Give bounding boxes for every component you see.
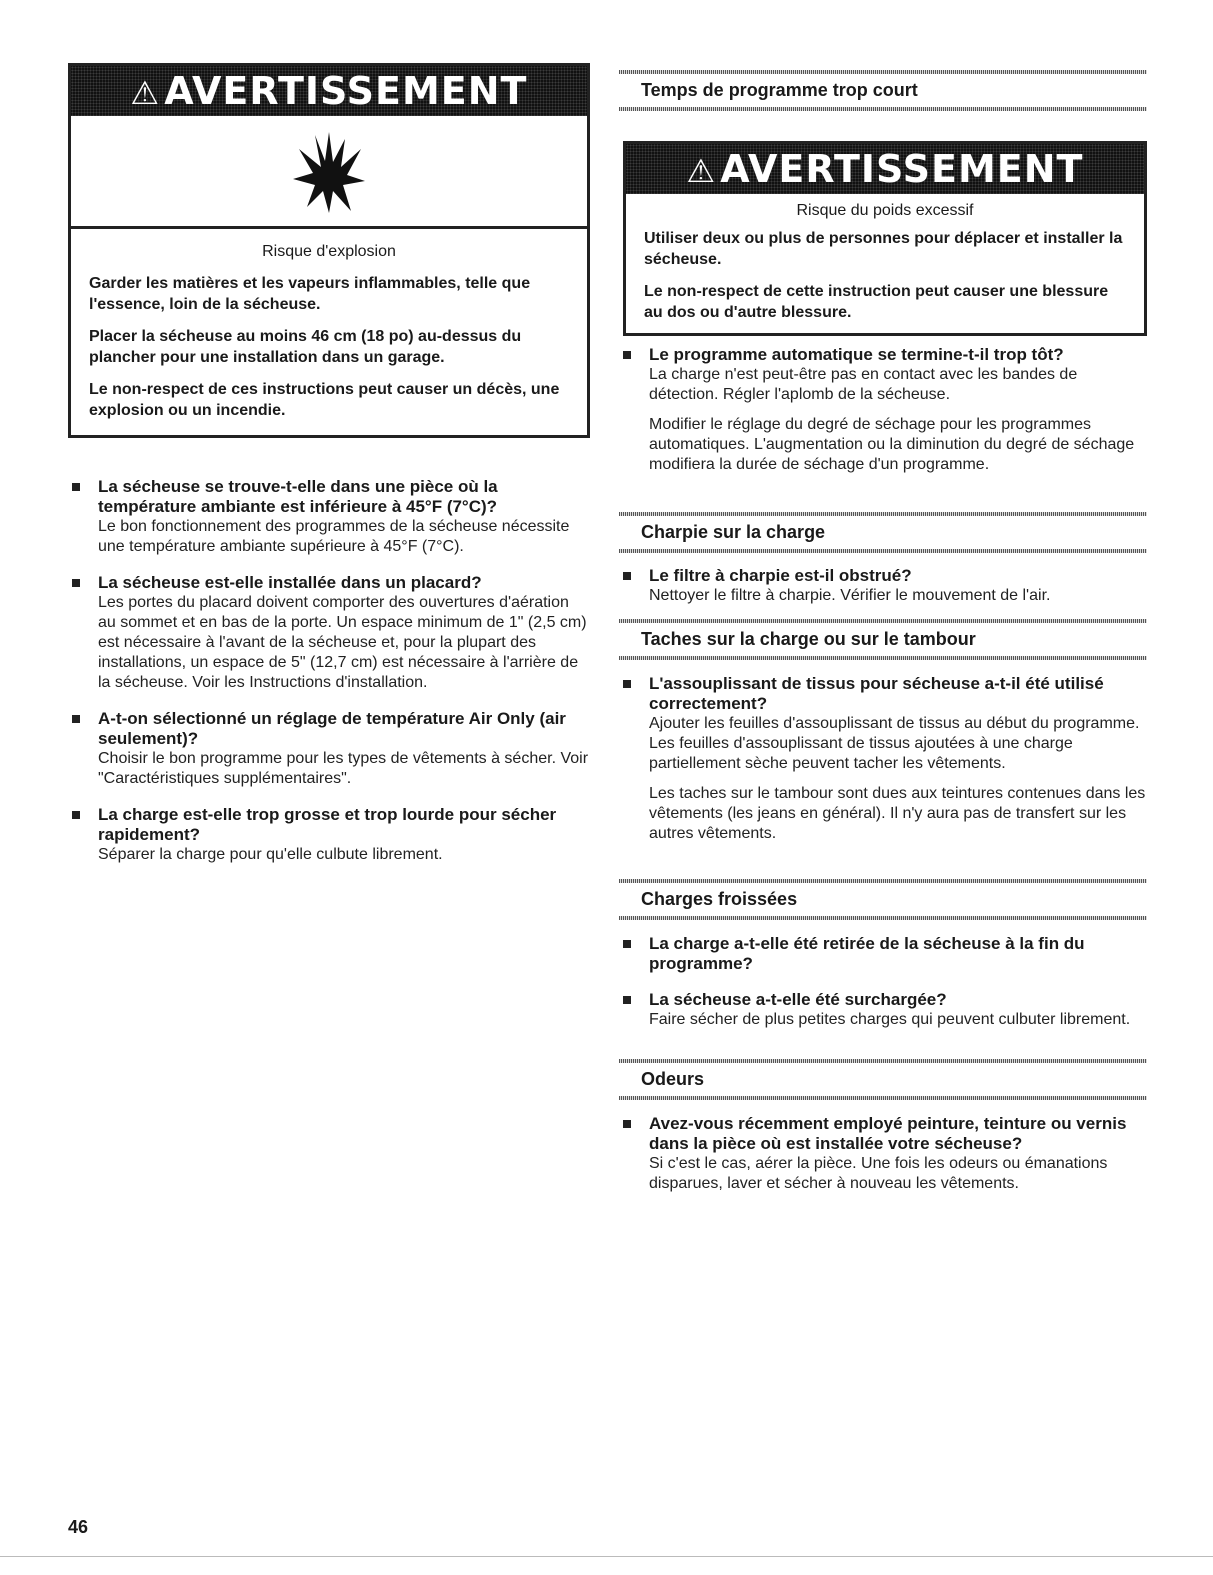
item-question: La charge est-elle trop grosse et trop lourde pour sécher rapidement? <box>98 805 557 844</box>
warning-paragraph: Le non-respect de ces instructions peut causer un décès, une explosion ou un incendie. <box>89 381 560 419</box>
section-title: Charpie sur la charge <box>641 522 826 542</box>
list-item <box>619 674 1147 844</box>
bullet-icon <box>72 715 80 723</box>
bullet-icon <box>623 351 631 359</box>
list-item <box>68 573 590 693</box>
item-answer: Si c'est le cas, aérer la pièce. Une fois les odeurs ou émanations disparues, laver et sécher à nouveau les vêtements. <box>649 1155 1108 1192</box>
item-answer: Ajouter les feuilles d'assouplissant de tissus au début du programme. Les feuilles d'assouplissant de tissus ajoutées à une charge partiellement sèche peuvent tacher les vêtements. <box>649 715 1140 772</box>
item-question: A-t-on sélectionné un réglage de température Air Only (air seulement)? <box>98 709 566 748</box>
warning-heading: Risque d'explosion <box>262 243 396 260</box>
warning-paragraph: Le non-respect de cette instruction peut causer une blessure au dos ou d'autre blessure. <box>644 283 1109 321</box>
bullet-icon <box>623 572 631 580</box>
section-temps <box>619 70 1147 111</box>
warning-banner-text: AVERTISSEMENT <box>720 147 1084 191</box>
list-item <box>68 805 590 865</box>
item-answer: Le bon fonctionnement des programmes de la sécheuse nécessite une température ambiante supérieure à 45°F (7°C). <box>98 518 570 555</box>
list-item <box>619 1114 1147 1194</box>
taches-list <box>619 674 1147 860</box>
item-answer: Les taches sur le tambour sont dues aux teintures contenues dans les vêtements (les jeans en général). Il n'y aura pas de transfert sur les autres vêtements. <box>649 785 1146 842</box>
warning-triangle-icon: ⚠ <box>686 152 717 190</box>
item-answer: Modifier le réglage du degré de séchage pour les programmes automatiques. L'augmentation ou la diminution du degré de séchage modifiera la durée de séchage d'un programme. <box>649 416 1135 473</box>
item-answer: Choisir le bon programme pour les types de vêtements à sécher. Voir "Caractéristiques supplémentaires". <box>98 750 589 787</box>
item-question: La sécheuse a-t-elle été surchargée? <box>649 990 947 1009</box>
list-item <box>619 934 1147 974</box>
froissees-list <box>619 934 1147 1046</box>
warning-paragraph: Utiliser deux ou plus de personnes pour déplacer et installer la sécheuse. <box>644 230 1123 268</box>
section-title: Charges froissées <box>641 889 798 909</box>
warning-banner <box>626 144 1144 194</box>
warning-paragraph: Garder les matières et les vapeurs inflammables, telle que l'essence, loin de la sécheuse. <box>89 275 531 313</box>
item-answer: Les portes du placard doivent comporter des ouvertures d'aération au sommet et en bas de la porte. Un espace minimum de 1" (2,5 cm) est nécessaire à l'avant de la sécheuse et, pour la plupart des installations, un espace de 5" (12,7 cm) est nécessaire à l'arrière de la sécheuse. Voir les Instructions d'installation. <box>98 594 587 691</box>
section-title: Taches sur la charge ou sur le tambour <box>641 629 976 649</box>
section-charpie <box>619 512 1147 553</box>
charpie-list <box>619 566 1147 622</box>
bullet-icon <box>72 483 80 491</box>
list-item <box>619 990 1147 1030</box>
warning-paragraph: Placer la sécheuse au moins 46 cm (18 po) au-dessus du plancher pour une installation dans un garage. <box>89 328 522 366</box>
warning-banner-text: AVERTISSEMENT <box>164 69 528 113</box>
item-question: La charge a-t-elle été retirée de la sécheuse à la fin du programme? <box>649 934 1085 973</box>
item-answer: Faire sécher de plus petites charges qui peuvent culbuter librement. <box>649 1011 1131 1028</box>
item-question: Avez-vous récemment employé peinture, teinture ou vernis dans la pièce où est installée votre sécheuse? <box>649 1114 1127 1153</box>
explosion-warning-box <box>68 63 590 438</box>
bullet-icon <box>623 996 631 1004</box>
bullet-icon <box>623 1120 631 1128</box>
item-question: La sécheuse se trouve-t-elle dans une pièce où la température ambiante est inférieure à 45°F (7°C)? <box>98 477 498 516</box>
warning-heading: Risque du poids excessif <box>796 202 974 219</box>
left-troubleshooting-list <box>68 477 590 881</box>
bullet-icon <box>623 940 631 948</box>
odeurs-list <box>619 1114 1147 1210</box>
explosion-icon <box>71 116 587 229</box>
section-odeurs <box>619 1059 1147 1100</box>
list-item <box>619 566 1147 606</box>
item-question: Le filtre à charpie est-il obstrué? <box>649 566 912 585</box>
warning-triangle-icon: ⚠ <box>130 74 161 112</box>
item-question: L'assouplissant de tissus pour sécheuse a-t-il été utilisé correctement? <box>649 674 1104 713</box>
section-title: Temps de programme trop court <box>641 80 918 100</box>
list-item <box>68 477 590 557</box>
page-number: 46 <box>68 1517 89 1537</box>
item-answer: Nettoyer le filtre à charpie. Vérifier le mouvement de l'air. <box>649 587 1051 604</box>
bullet-icon <box>623 680 631 688</box>
bullet-icon <box>72 811 80 819</box>
section-title: Odeurs <box>641 1069 705 1089</box>
item-question: Le programme automatique se termine-t-il trop tôt? <box>649 345 1064 364</box>
item-answer: La charge n'est peut-être pas en contact avec les bandes de détection. Régler l'aplomb de la sécheuse. <box>649 366 1078 403</box>
warning-banner <box>71 66 587 116</box>
section-froissees <box>619 879 1147 920</box>
bottom-rule <box>0 1556 1213 1557</box>
bullet-icon <box>72 579 80 587</box>
weight-warning-box <box>623 141 1147 336</box>
item-answer: Séparer la charge pour qu'elle culbute librement. <box>98 846 443 863</box>
list-item <box>619 345 1147 475</box>
item-question: La sécheuse est-elle installée dans un placard? <box>98 573 482 592</box>
temps-list <box>619 345 1147 491</box>
list-item <box>68 709 590 789</box>
section-taches <box>619 619 1147 660</box>
